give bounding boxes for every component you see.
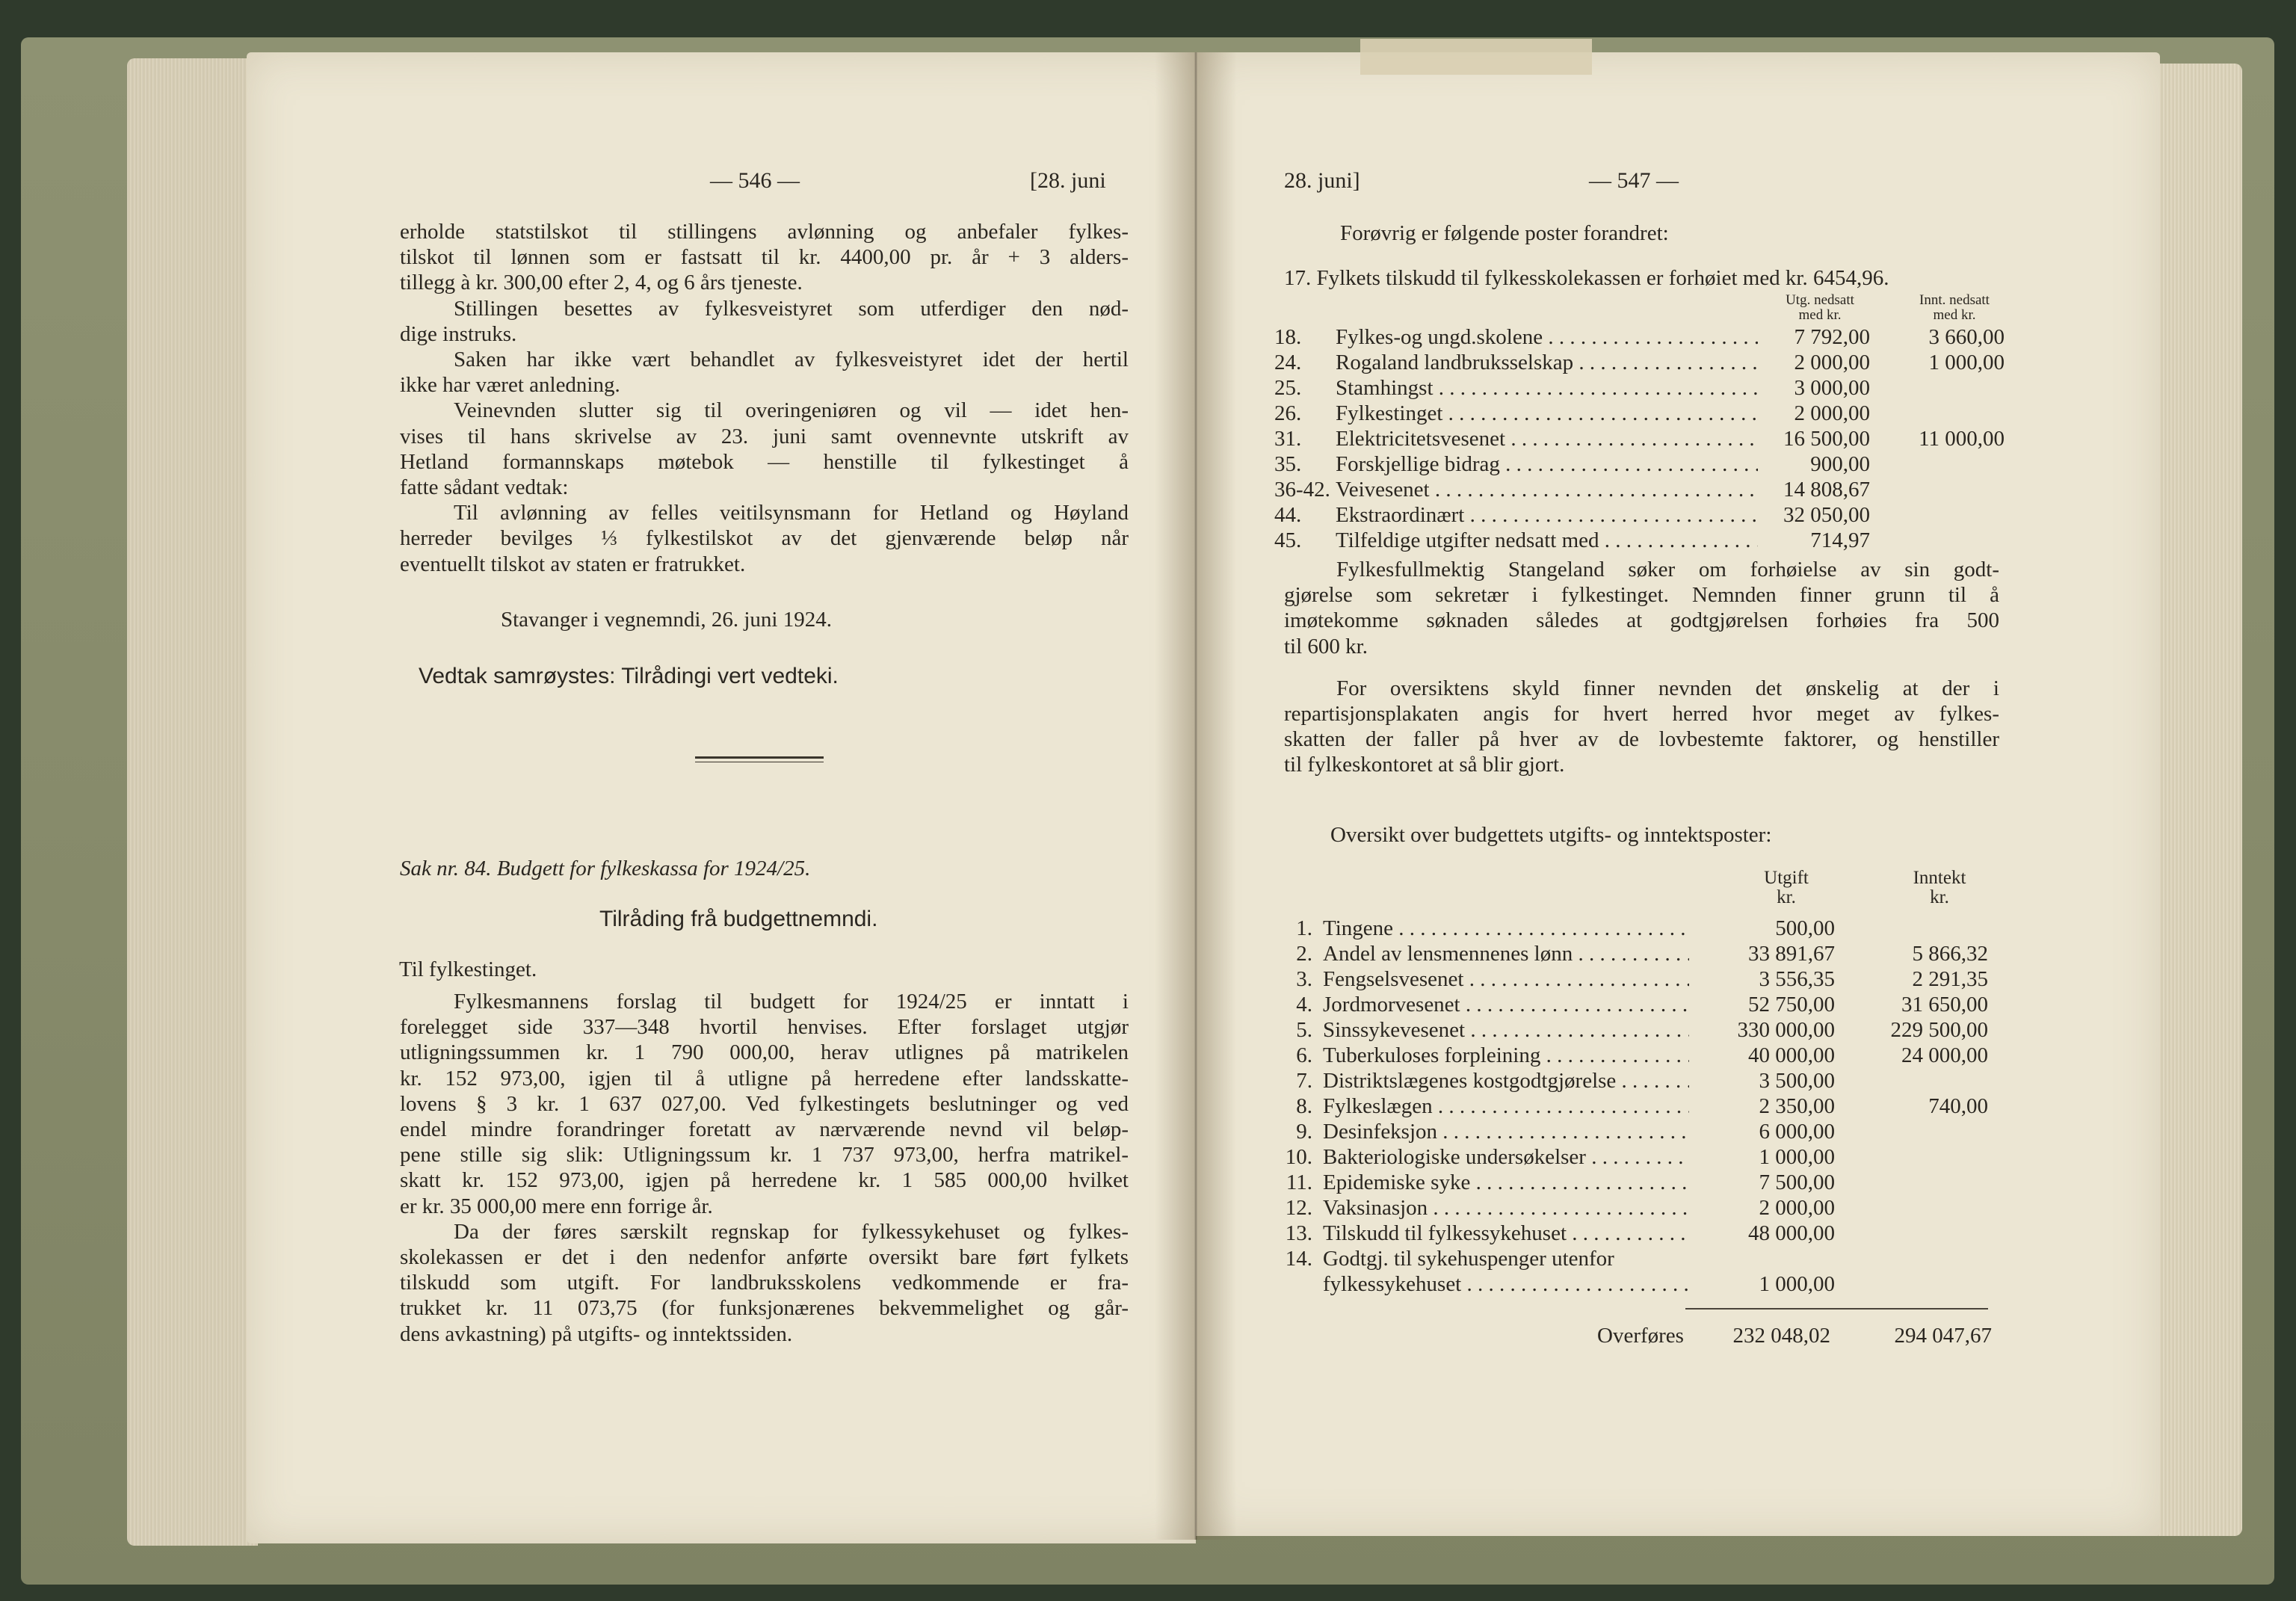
row-number [1277,1271,1323,1297]
row-label: Fylkestinget . . . [1336,401,1758,426]
table-row [1277,1195,1988,1221]
table-row [1277,1093,1988,1119]
table1-col1-header: Utg. nedsatt med kr. [1786,292,1854,323]
row-label: Tilskudd til fylkessykehuset . . . [1323,1221,1689,1246]
row-utg: 3 000,00 [1794,376,1870,400]
row-label: Andel av lensmennenes lønn . . . [1323,941,1689,966]
row-utgift: 33 891,67 [1748,942,1835,966]
row-utg: 714,97 [1810,528,1870,552]
total-inntekt: 294 047,67 [1894,1324,1992,1348]
row-label: Tilfeldige utgifter nedsatt med . . . [1336,528,1758,553]
text-line: tilskudd som utgift. For landbruksskolens vedkommende er fra- [400,1271,1129,1295]
row-inntekt: 24 000,00 [1901,1043,1988,1067]
row-number: 2. [1296,942,1312,966]
text-line: skolekassen er det i den nedenfor anførte oversikt bare ført fylkets [400,1245,1129,1269]
text-line: skatt kr. 152 973,00, igjen på herredene kr. 1 585 000,00 hvilket [400,1168,1129,1193]
text-line: forelegget side 337—348 hvortil henvises. Efter forslaget utgjør [400,1015,1129,1040]
row-utgift: 3 556,35 [1759,967,1835,991]
row-number: 7. [1296,1069,1312,1093]
row-innt: 1 000,00 [1928,351,2005,374]
tilrading-heading: Tilråding frå budgettnemndi. [599,907,878,931]
row-label: Fylkes-og ungd.skolene . . . [1336,324,1758,350]
place-date: Stavanger i vegnemndi, 26. juni 1924. [501,608,832,632]
row-number: 6. [1296,1043,1312,1067]
row-utgift: 48 000,00 [1748,1221,1835,1245]
repair-tape [1360,39,1592,75]
table-row [1274,375,2005,401]
row-utgift: 1 000,00 [1759,1145,1835,1169]
row-number: 5. [1296,1018,1312,1042]
table-row [1277,1271,1988,1297]
text-line: tillegg à kr. 300,00 efter 2, 4, og 6 års tjeneste. [400,271,803,295]
text-line: Veinevnden slutter sig til overingeniøren og vil — idet hen- [454,398,1129,423]
table-row [1277,1043,1988,1068]
row-innt: 11 000,00 [1919,427,2005,451]
row-innt [1870,502,2005,528]
row-utg: 7 792,00 [1794,325,1870,349]
row-utgift: 2 350,00 [1759,1094,1835,1118]
row-number: 3. [1296,967,1312,991]
row-label: Elektricitetsvesenet . . . [1336,426,1758,451]
row-number: 4. [1296,993,1312,1017]
budget-overview-table [1277,916,1988,1297]
row-utgift: 3 500,00 [1759,1069,1835,1093]
row-inntekt [1835,916,1988,941]
text-line: repartisjonsplakaten angis for hvert herred hvor meget av fylkes- [1284,702,1999,726]
text-line: pene stille sig slik: Utligningssum kr. 1 737 973,00, herfra matrikel- [400,1143,1129,1167]
table-row [1277,1170,1988,1195]
text-line: Fylkesfullmektig Stangeland søker om forhøielse av sin godt- [1336,558,1999,582]
row-utg: 14 808,67 [1783,478,1870,502]
right-page-date: 28. juni] [1284,168,1360,193]
row-inntekt [1835,1170,1988,1195]
row-inntekt [1835,1144,1988,1170]
row-label: Desinfeksjon . . . [1323,1119,1689,1144]
intro-line: Forøvrig er følgende poster forandret: [1340,221,1669,245]
row-inntekt: 31 650,00 [1901,993,1988,1017]
table-row [1277,916,1988,941]
text-line: dige instruks. [400,321,517,346]
row-label: Forskjellige bidrag . . . [1336,451,1758,477]
row-inntekt: 5 866,32 [1912,942,1988,966]
text-line: til 600 kr. [1284,634,1368,658]
row-label: Rogaland landbruksselskap . . . [1336,350,1758,375]
row-label: Veivesenet . . . [1336,477,1758,502]
row-utgift: 2 000,00 [1759,1196,1835,1220]
right-page-number: — 547 — [1589,168,1679,193]
table-row [1274,426,2005,451]
row-utg: 16 500,00 [1783,427,1870,451]
text-line: tilskot til lønnen som er fastsatt til kr. 4400,00 pr. år + 3 alders- [400,245,1129,270]
table-row [1274,477,2005,502]
text-line: kr. 152 973,00, igjen til å utligne på herredene efter landsskatte- [400,1066,1129,1091]
page-edges-right [2152,64,2242,1536]
row-inntekt [1835,1068,1988,1093]
row-number: 1. [1296,916,1312,940]
row-number: 12. [1285,1196,1312,1220]
text-line: For oversiktens skyld finner nevnden det ønskelig at der i [1336,676,1999,700]
row-number: 45. [1274,528,1302,552]
row-number: 8. [1296,1094,1312,1118]
text-line: Saken har ikke vært behandlet av fylkesveistyret idet der hertil [454,348,1129,371]
row-inntekt [1835,1195,1988,1221]
row-label: Godtgj. til sykehuspenger utenfor [1323,1247,1614,1271]
row-number: 11. [1286,1170,1312,1194]
row-number: 14. [1285,1247,1312,1271]
table2-col2-header: Inntekt kr. [1913,868,1966,907]
row-inntekt [1835,1119,1988,1144]
total-utgift: 232 048,02 [1732,1324,1830,1348]
table-row [1277,966,1988,992]
row-inntekt [1835,1221,1988,1246]
row-innt [1870,477,2005,502]
text-line: imøtekomme søknaden således at godtgjørelsen forhøies fra 500 [1284,608,1999,633]
table-row [1277,1246,1988,1271]
table-row [1277,992,1988,1017]
row-label: Tingene . . . [1323,916,1689,941]
row-utgift: 40 000,00 [1748,1043,1835,1067]
row-number: 31. [1274,427,1302,451]
row-innt [1870,401,2005,426]
text-line: utligningssummen kr. 1 790 000,00, herav utlignes på matrikelen [400,1040,1129,1065]
row-inntekt: 2 291,35 [1912,967,1988,991]
text-line: er kr. 35 000,00 mere enn forrige år. [400,1194,713,1218]
oversikt-heading: Oversikt over budgettets utgifts- og inntektsposter: [1330,823,1772,847]
row-label: fylkessykehuset . . . [1323,1271,1689,1297]
text-line: dens avkastning) på utgifts- og inntektssiden. [400,1321,793,1346]
row-number: 44. [1274,503,1302,527]
row-utg: 2 000,00 [1794,401,1870,425]
row-number: 18. [1274,325,1302,349]
row-label: Fylkeslægen . . . [1323,1093,1689,1119]
item-17: 17. Fylkets tilskudd til fylkesskolekassen er forhøiet med kr. 6454,96. [1284,266,1889,290]
text-line: til fylkeskontoret at så blir gjort. [1284,753,1565,777]
text-line: herreder bevilges ⅓ fylkestilskot av det gjenværende beløp når [400,526,1129,551]
row-number: 36-42. [1274,478,1330,502]
row-innt [1870,451,2005,477]
table-row [1274,528,2005,553]
text-line: skatten der faller på hver av de lovbestemte faktorer, og henstiller [1284,727,1999,752]
total-label: Overføres [1597,1324,1684,1348]
table-row [1277,1068,1988,1093]
row-label: Tuberkuloses forpleining . . . [1323,1043,1689,1068]
table-row [1274,502,2005,528]
text-line: ikke har været anledning. [400,373,620,398]
text-line: trukket kr. 11 073,75 (for funksjonærenes bekvemmelighet og går- [400,1296,1129,1321]
table-row [1277,1144,1988,1170]
table-row [1274,401,2005,426]
table-row [1277,1119,1988,1144]
row-label: Sinssykevesenet . . . [1323,1017,1689,1043]
table2-col1-header: Utgift kr. [1764,868,1809,907]
table-row [1277,941,1988,966]
row-innt [1870,375,2005,401]
row-utgift: 52 750,00 [1748,993,1835,1017]
row-inntekt: 740,00 [1928,1094,1988,1118]
row-number: 10. [1285,1145,1312,1169]
changes-table [1274,324,2005,553]
text-line: fatte sådant vedtak: [400,475,569,499]
table-row [1274,451,2005,477]
text-line: lovens § 3 kr. 1 637 027,00. Ved fylkestingets beslutninger og ved [400,1091,1129,1116]
row-inntekt [1835,1246,1988,1271]
table-row [1277,1221,1988,1246]
text-line: Til avlønning av felles veitilsynsmann for Hetland og Høyland [454,501,1129,525]
row-utgift: 7 500,00 [1759,1170,1835,1194]
text-line: gjørelse som sekretær i fylkestinget. Nemnden finner grunn til å [1284,583,1999,608]
table-row [1274,350,2005,375]
row-number: 35. [1274,452,1302,476]
row-utgift: 500,00 [1775,916,1835,940]
row-number: 26. [1274,401,1302,425]
table-row [1274,324,2005,350]
row-label: Fengselsvesenet . . . [1323,966,1689,992]
vedtak-line: Vedtak samrøystes: Tilrådingi vert vedteki. [419,664,839,688]
text-line: Da der føres særskilt regnskap for fylkessykehuset og fylkes- [454,1219,1129,1244]
til-line: Til fylkestinget. [399,957,537,981]
row-label: Epidemiske syke . . . [1323,1170,1689,1195]
row-number: 24. [1274,351,1302,374]
row-utgift [1689,1246,1835,1271]
text-line: endel mindre forandringer foretatt av nærværende nevnd vil beløp- [400,1117,1129,1141]
row-utgift: 330 000,00 [1737,1018,1835,1042]
page-edges-left [127,58,258,1546]
text-line: eventuellt tilskot av staten er fratrukket. [400,552,746,576]
row-label: Bakteriologiske undersøkelser . . . [1323,1144,1689,1170]
row-innt [1870,528,2005,553]
text-line: Fylkesmannens forslag til budgett for 1924/25 er inntatt i [454,990,1129,1014]
table-row [1277,1017,1988,1043]
row-number: 25. [1274,376,1302,400]
row-utgift: 1 000,00 [1759,1272,1835,1296]
section-divider [695,756,824,759]
row-innt: 3 660,00 [1928,325,2005,349]
row-number: 13. [1285,1221,1312,1245]
sak-heading: Sak nr. 84. Budgett for fylkeskassa for 1924/25. [400,857,811,880]
row-label: Stamhingst . . . [1336,375,1758,401]
text-line: vises til hans skrivelse av 23. juni samt ovennevnte utskrift av [400,424,1129,448]
text-line: erholde statstilskot til stillingens avlønning og anbefaler fylkes- [400,220,1129,244]
row-inntekt: 229 500,00 [1890,1018,1988,1042]
left-page-date: [28. juni [1030,168,1106,193]
text-line: Hetland formannskaps møtebok — henstille til fylkestinget å [400,449,1129,474]
row-label: Jordmorvesenet . . . [1323,992,1689,1017]
row-utgift: 6 000,00 [1759,1120,1835,1144]
row-label: Ekstraordinært . . . [1336,502,1758,528]
book-gutter [1155,52,1237,1540]
text-line: Stillingen besettes av fylkesveistyret som utferdiger den nød- [454,296,1129,321]
row-utg: 2 000,00 [1794,351,1870,374]
table1-col2-header: Innt. nedsatt med kr. [1919,292,1990,323]
total-rule [1685,1308,1988,1310]
row-label: Distriktslægenes kostgodtgjørelse . . . [1323,1068,1689,1093]
row-utg: 32 050,00 [1783,503,1870,527]
row-label: Vaksinasjon . . . [1323,1195,1689,1221]
row-inntekt [1835,1271,1988,1297]
row-utg: 900,00 [1810,452,1870,476]
row-number: 9. [1296,1120,1312,1144]
left-page-number: — 546 — [710,168,800,193]
